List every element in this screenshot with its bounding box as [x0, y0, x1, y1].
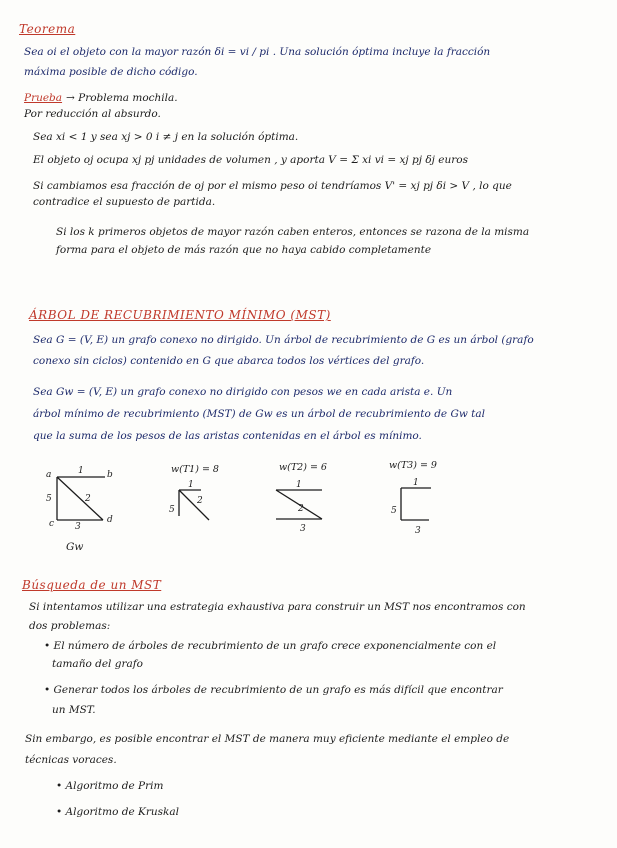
- t3-weight-5: 5: [391, 506, 397, 516]
- t2-weight-1: 1: [296, 480, 302, 490]
- prueba-line-4: Si cambiamos esa fracción de oj por el mismo peso oi tendríamos V' = xj pj δi > V , lo que: [33, 180, 512, 192]
- t3-weight-3: 3: [415, 526, 421, 536]
- prueba-label-tail: → Problema mochila.: [66, 92, 178, 104]
- gw-caption: Gw: [66, 541, 84, 553]
- t2-weight-2: 2: [298, 504, 304, 514]
- graph-t1: [165, 478, 235, 538]
- t1-label: w(T1) = 8: [171, 464, 219, 475]
- t2-label: w(T2) = 6: [279, 462, 327, 473]
- gw-node-b: b: [107, 470, 113, 480]
- gw-weight-ab: 1: [78, 466, 84, 476]
- busqueda-bullet-1-line-1: • El número de árboles de recubrimiento de un grafo crece exponencialmente con el: [44, 640, 497, 652]
- t1-weight-2: 2: [197, 496, 203, 506]
- busqueda-bullet-2-line-1: • Generar todos los árboles de recubrimiento de un grafo es más difícil que encontrar: [44, 684, 503, 696]
- busqueda-intro-2: dos problemas:: [29, 620, 111, 632]
- prueba-line-5: contradice el supuesto de partida.: [33, 196, 216, 208]
- arbol-p2-line-2: árbol mínimo de recubrimiento (MST) de Gw es un árbol de recubrimiento de Gw tal: [33, 408, 486, 420]
- graph-gw: [35, 460, 145, 550]
- gw-weight-cd: 3: [75, 522, 81, 532]
- t1-weight-1: 1: [188, 480, 194, 490]
- prueba-line-2: Sea xi < 1 y sea xj > 0 i ≠ j en la solución óptima.: [33, 131, 299, 143]
- t3-label: w(T3) = 9: [389, 460, 437, 471]
- t2-weight-3: 3: [300, 524, 306, 534]
- arbol-p2-line-1: Sea Gw = (V, E) un grafo conexo no dirigido con pesos we en cada arista e. Un: [33, 386, 453, 398]
- arbol-p1-line-1: Sea G = (V, E) un grafo conexo no dirigido. Un árbol de recubrimiento de G es un árbol (grafo: [33, 334, 534, 346]
- gw-node-a: a: [46, 470, 52, 480]
- busqueda-bullet-1-line-2: tamaño del grafo: [52, 658, 143, 670]
- gw-weight-ac: 5: [46, 494, 52, 504]
- algorithm-kruskal: • Algoritmo de Kruskal: [56, 806, 179, 818]
- prueba-line-7: forma para el objeto de más razón que no haya cabido completamente: [56, 244, 432, 256]
- gw-node-d: d: [107, 515, 113, 525]
- busqueda-bullet-2-line-2: un MST.: [52, 704, 96, 716]
- arbol-p2-line-3: que la suma de los pesos de las aristas contenidas en el árbol es mínimo.: [33, 430, 422, 442]
- prueba-label: Prueba: [24, 92, 63, 104]
- busqueda-title: Búsqueda de un MST: [22, 578, 162, 592]
- teorema-title: Teorema: [19, 22, 76, 36]
- prueba-line-6: Si los k primeros objetos de mayor razón caben enteros, entonces se razona de la misma: [56, 226, 530, 238]
- graph-t3: [385, 476, 455, 538]
- gw-weight-ad: 2: [85, 494, 91, 504]
- prueba-line-1: Por reducción al absurdo.: [24, 108, 161, 120]
- t1-weight-5: 5: [169, 505, 175, 515]
- gw-node-c: c: [49, 519, 55, 529]
- busqueda-conclusion-line-2: técnicas voraces.: [25, 754, 117, 766]
- t3-weight-1: 1: [413, 478, 419, 488]
- algorithm-prim: • Algoritmo de Prim: [56, 780, 164, 792]
- graph-t2: [270, 478, 350, 538]
- busqueda-intro-1: Si intentamos utilizar una estrategia exhaustiva para construir un MST nos encontramos con: [29, 601, 526, 613]
- arbol-title: ÁRBOL DE RECUBRIMIENTO MÍNIMO (MST): [29, 308, 331, 322]
- arbol-p1-line-2: conexo sin ciclos) contenido en G que abarca todos los vértices del grafo.: [33, 355, 425, 367]
- prueba-line-3: El objeto oj ocupa xj pj unidades de volumen , y aporta V = Σ xi vi = xj pj δj euros: [33, 154, 468, 166]
- busqueda-conclusion-line-1: Sin embargo, es posible encontrar el MST de manera muy eficiente mediante el empleo de: [25, 733, 510, 745]
- teorema-line-1: Sea oi el objeto con la mayor razón δi = vi / pi . Una solución óptima incluye la fracción: [24, 46, 491, 58]
- teorema-line-2: máxima posible de dicho código.: [24, 66, 198, 78]
